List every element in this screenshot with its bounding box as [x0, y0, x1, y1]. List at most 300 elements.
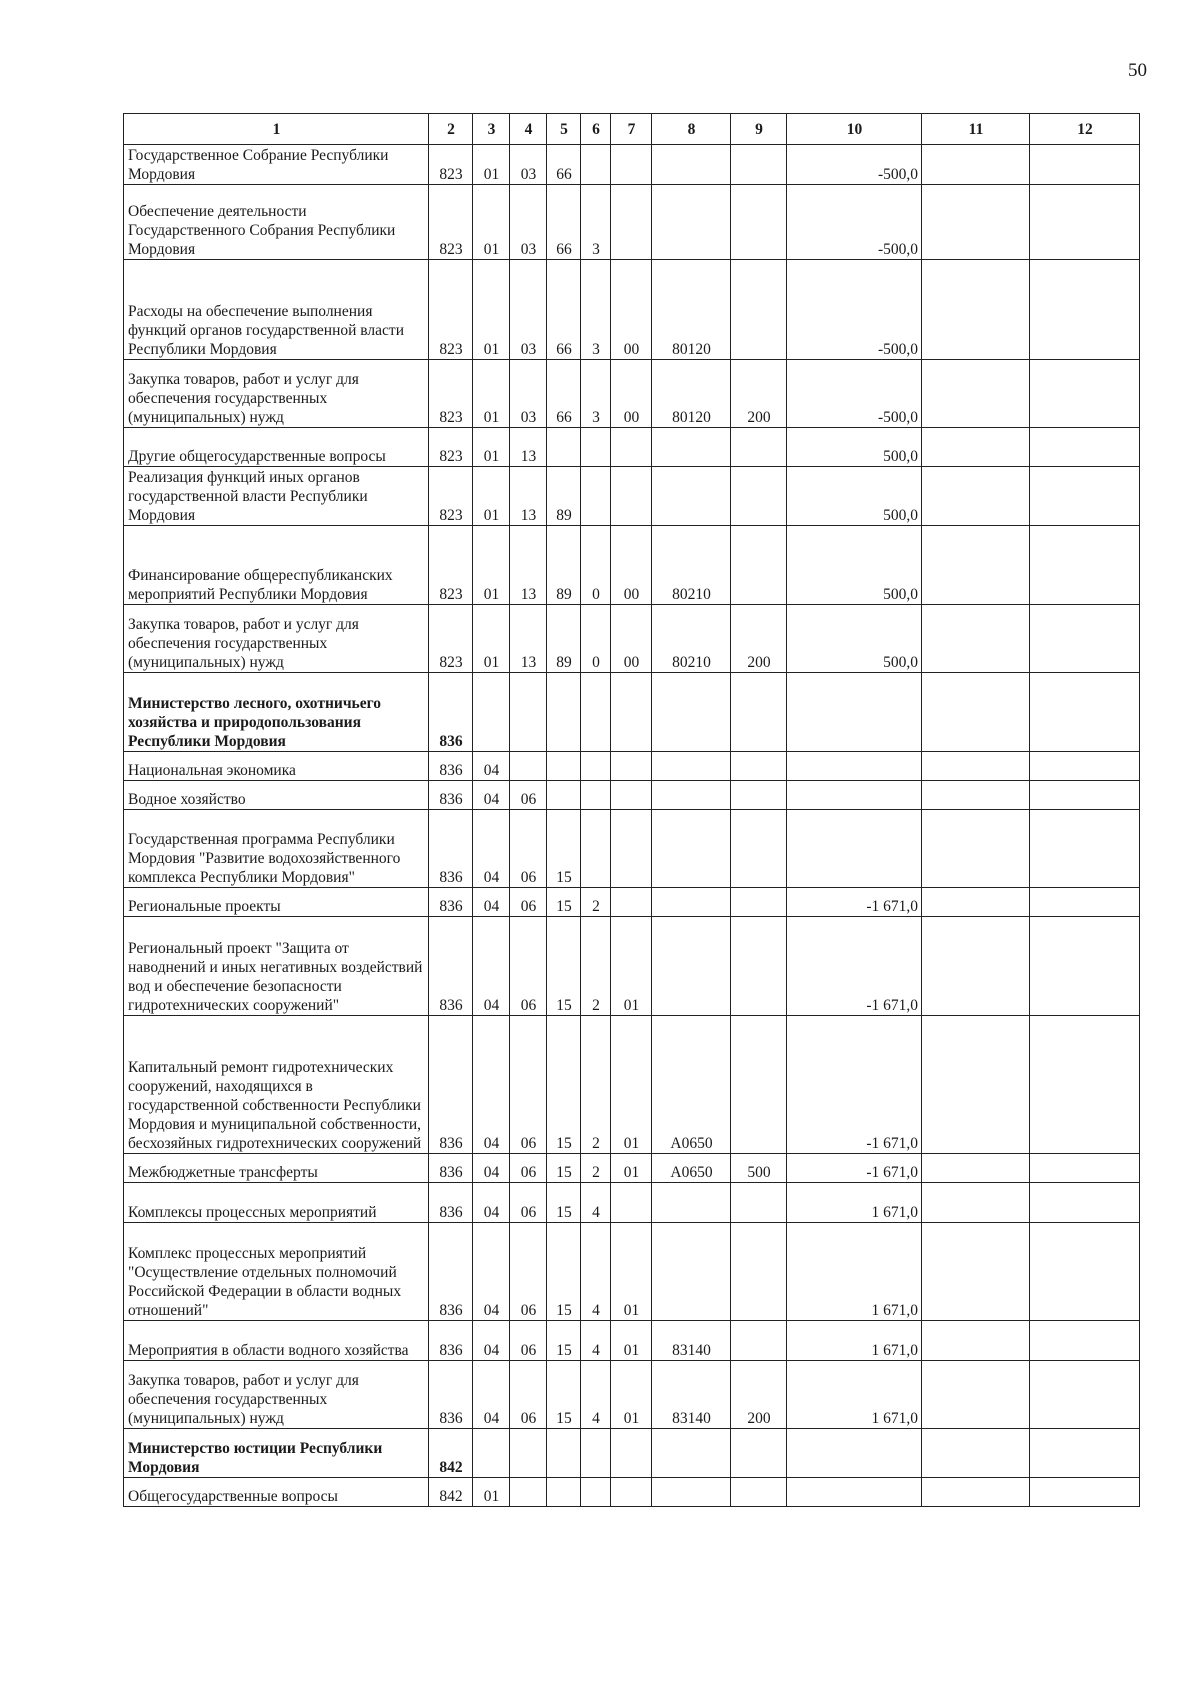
row-name-cell: Расходы на обеспечение выполнения функций органов государственной власти Республики Мордовия: [124, 260, 429, 360]
cell-col-12: [1030, 888, 1140, 917]
cell-col-6: 2: [581, 888, 611, 917]
cell-col-7: 01: [611, 1223, 652, 1321]
cell-col-10: 500,0: [787, 428, 922, 467]
cell-col-7: [611, 467, 652, 526]
cell-col-2: 836: [429, 781, 473, 810]
table-row: [124, 428, 1140, 467]
cell-col-5: 66: [547, 145, 581, 185]
cell-col-9: [731, 781, 787, 810]
cell-col-9: [731, 673, 787, 752]
row-name-cell: Реализация функций иных органов государственной власти Республики Мордовия: [124, 467, 429, 526]
cell-col-11: [922, 526, 1030, 605]
cell-col-2: 836: [429, 1321, 473, 1361]
cell-col-2: 836: [429, 1223, 473, 1321]
cell-col-6: 0: [581, 526, 611, 605]
cell-col-8: 80120: [652, 260, 731, 360]
cell-col-4: 06: [510, 1361, 547, 1429]
table-row: [124, 467, 1140, 526]
row-name-cell: Министерство юстиции Республики Мордовия: [124, 1429, 429, 1478]
cell-col-4: [510, 1429, 547, 1478]
cell-col-5: [547, 1478, 581, 1507]
page-number: 50: [1128, 60, 1147, 81]
cell-col-9: [731, 810, 787, 888]
budget-table: [123, 113, 1140, 1507]
cell-col-11: [922, 1223, 1030, 1321]
cell-col-10: 1 671,0: [787, 1183, 922, 1223]
cell-col-11: [922, 673, 1030, 752]
cell-col-11: [922, 260, 1030, 360]
cell-col-4: 06: [510, 1223, 547, 1321]
table-row: [124, 1183, 1140, 1223]
cell-col-6: [581, 673, 611, 752]
row-name-cell: Другие общегосударственные вопросы: [124, 428, 429, 467]
cell-col-7: [611, 888, 652, 917]
cell-col-4: 06: [510, 1183, 547, 1223]
cell-col-12: [1030, 1183, 1140, 1223]
row-name-cell: Региональный проект "Защита от наводнений и иных негативных воздействий вод и обеспечение безопасности гидротехнических сооружений": [124, 917, 429, 1016]
cell-col-10: -500,0: [787, 360, 922, 428]
cell-col-8: [652, 185, 731, 260]
cell-col-10: -1 671,0: [787, 888, 922, 917]
row-name-cell: Национальная экономика: [124, 752, 429, 781]
cell-col-5: [547, 428, 581, 467]
cell-col-11: [922, 1478, 1030, 1507]
cell-col-10: [787, 781, 922, 810]
cell-col-12: [1030, 526, 1140, 605]
cell-col-7: 01: [611, 1321, 652, 1361]
cell-col-12: [1030, 260, 1140, 360]
cell-col-11: [922, 781, 1030, 810]
table-row: [124, 673, 1140, 752]
cell-col-2: 836: [429, 752, 473, 781]
cell-col-8: [652, 673, 731, 752]
col-header-4: 4: [510, 114, 547, 145]
cell-col-9: 200: [731, 360, 787, 428]
header-row: [124, 114, 1140, 145]
cell-col-5: 15: [547, 1321, 581, 1361]
cell-col-3: 04: [473, 1183, 510, 1223]
cell-col-8: [652, 752, 731, 781]
cell-col-6: 2: [581, 917, 611, 1016]
cell-col-11: [922, 917, 1030, 1016]
col-header-7: 7: [611, 114, 652, 145]
cell-col-2: 823: [429, 467, 473, 526]
table-row: [124, 185, 1140, 260]
cell-col-8: 83140: [652, 1361, 731, 1429]
cell-col-7: [611, 810, 652, 888]
row-name-cell: Государственная программа Республики Мордовия "Развитие водохозяйственного комплекса Республики Мордовия": [124, 810, 429, 888]
cell-col-5: 15: [547, 1154, 581, 1183]
cell-col-7: 01: [611, 917, 652, 1016]
cell-col-12: [1030, 1223, 1140, 1321]
cell-col-4: 13: [510, 526, 547, 605]
table-row: [124, 1478, 1140, 1507]
table-row: [124, 1361, 1140, 1429]
cell-col-2: 842: [429, 1478, 473, 1507]
cell-col-12: [1030, 1016, 1140, 1154]
cell-col-5: [547, 673, 581, 752]
cell-col-9: [731, 1016, 787, 1154]
cell-col-12: [1030, 673, 1140, 752]
row-name-cell: Комплекс процессных мероприятий "Осуществление отдельных полномочий Российской Федерации в области водных отношений": [124, 1223, 429, 1321]
cell-col-5: [547, 1429, 581, 1478]
cell-col-3: 04: [473, 752, 510, 781]
cell-col-9: 200: [731, 1361, 787, 1429]
cell-col-4: 06: [510, 1321, 547, 1361]
cell-col-10: 500,0: [787, 467, 922, 526]
cell-col-11: [922, 1429, 1030, 1478]
cell-col-12: [1030, 1429, 1140, 1478]
cell-col-8: [652, 1223, 731, 1321]
cell-col-5: 66: [547, 360, 581, 428]
cell-col-3: 01: [473, 360, 510, 428]
cell-col-8: А0650: [652, 1154, 731, 1183]
cell-col-3: 01: [473, 605, 510, 673]
cell-col-5: 15: [547, 1361, 581, 1429]
table-row: [124, 260, 1140, 360]
cell-col-12: [1030, 1321, 1140, 1361]
cell-col-11: [922, 145, 1030, 185]
cell-col-7: 00: [611, 526, 652, 605]
cell-col-4: 03: [510, 260, 547, 360]
row-name-cell: Общегосударственные вопросы: [124, 1478, 429, 1507]
cell-col-9: [731, 1223, 787, 1321]
cell-col-11: [922, 888, 1030, 917]
cell-col-3: 04: [473, 1016, 510, 1154]
cell-col-5: 89: [547, 467, 581, 526]
cell-col-5: 89: [547, 605, 581, 673]
cell-col-2: 836: [429, 1154, 473, 1183]
row-name-cell: Межбюджетные трансферты: [124, 1154, 429, 1183]
cell-col-12: [1030, 605, 1140, 673]
row-name-cell: Закупка товаров, работ и услуг для обеспечения государственных (муниципальных) нужд: [124, 605, 429, 673]
cell-col-9: [731, 888, 787, 917]
cell-col-6: 2: [581, 1016, 611, 1154]
col-header-8: 8: [652, 114, 731, 145]
cell-col-9: 500: [731, 1154, 787, 1183]
cell-col-9: 200: [731, 605, 787, 673]
cell-col-2: 823: [429, 526, 473, 605]
cell-col-9: [731, 1183, 787, 1223]
cell-col-12: [1030, 781, 1140, 810]
col-header-1: 1: [124, 114, 429, 145]
cell-col-12: [1030, 1478, 1140, 1507]
cell-col-2: 836: [429, 917, 473, 1016]
cell-col-2: 836: [429, 810, 473, 888]
cell-col-6: 4: [581, 1321, 611, 1361]
cell-col-10: 500,0: [787, 605, 922, 673]
cell-col-9: [731, 1478, 787, 1507]
cell-col-3: 04: [473, 917, 510, 1016]
cell-col-2: 823: [429, 260, 473, 360]
cell-col-4: 13: [510, 467, 547, 526]
cell-col-11: [922, 752, 1030, 781]
table-row: [124, 1154, 1140, 1183]
cell-col-10: -1 671,0: [787, 917, 922, 1016]
cell-col-3: [473, 673, 510, 752]
cell-col-12: [1030, 917, 1140, 1016]
cell-col-3: 01: [473, 145, 510, 185]
cell-col-10: [787, 752, 922, 781]
cell-col-4: 06: [510, 1016, 547, 1154]
cell-col-8: 80210: [652, 526, 731, 605]
cell-col-7: 00: [611, 605, 652, 673]
table-row: [124, 781, 1140, 810]
cell-col-6: 4: [581, 1361, 611, 1429]
cell-col-11: [922, 428, 1030, 467]
cell-col-12: [1030, 810, 1140, 888]
cell-col-12: [1030, 1361, 1140, 1429]
cell-col-2: 823: [429, 145, 473, 185]
cell-col-4: 06: [510, 781, 547, 810]
cell-col-4: 03: [510, 145, 547, 185]
cell-col-9: [731, 752, 787, 781]
cell-col-3: 01: [473, 467, 510, 526]
cell-col-7: [611, 145, 652, 185]
row-name-cell: Капитальный ремонт гидротехнических сооружений, находящихся в государственной собственности Республики Мордовия и муниципальной собственности, бесхозяйных гидротехнических сооружений: [124, 1016, 429, 1154]
cell-col-4: 13: [510, 605, 547, 673]
cell-col-8: [652, 467, 731, 526]
row-name-cell: Закупка товаров, работ и услуг для обеспечения государственных (муниципальных) нужд: [124, 1361, 429, 1429]
cell-col-10: 1 671,0: [787, 1361, 922, 1429]
cell-col-2: 823: [429, 185, 473, 260]
cell-col-10: [787, 1429, 922, 1478]
cell-col-6: [581, 1429, 611, 1478]
cell-col-2: 842: [429, 1429, 473, 1478]
cell-col-6: 0: [581, 605, 611, 673]
cell-col-6: 4: [581, 1223, 611, 1321]
cell-col-5: 66: [547, 260, 581, 360]
table-row: [124, 526, 1140, 605]
table-row: [124, 605, 1140, 673]
table-row: [124, 1429, 1140, 1478]
cell-col-7: 01: [611, 1016, 652, 1154]
cell-col-11: [922, 810, 1030, 888]
cell-col-5: 15: [547, 810, 581, 888]
cell-col-3: 04: [473, 1223, 510, 1321]
cell-col-10: 1 671,0: [787, 1223, 922, 1321]
cell-col-11: [922, 360, 1030, 428]
cell-col-11: [922, 1154, 1030, 1183]
cell-col-7: [611, 1429, 652, 1478]
cell-col-8: [652, 1183, 731, 1223]
cell-col-9: [731, 526, 787, 605]
row-name-cell: Финансирование общереспубликанских мероприятий Республики Мордовия: [124, 526, 429, 605]
cell-col-7: [611, 752, 652, 781]
row-name-cell: Закупка товаров, работ и услуг для обеспечения государственных (муниципальных) нужд: [124, 360, 429, 428]
cell-col-10: [787, 673, 922, 752]
col-header-6: 6: [581, 114, 611, 145]
table-row: [124, 1016, 1140, 1154]
table-row: [124, 752, 1140, 781]
cell-col-4: 06: [510, 1154, 547, 1183]
cell-col-5: 15: [547, 888, 581, 917]
cell-col-6: 3: [581, 260, 611, 360]
cell-col-3: 04: [473, 1154, 510, 1183]
cell-col-6: [581, 145, 611, 185]
cell-col-5: 89: [547, 526, 581, 605]
cell-col-4: 03: [510, 360, 547, 428]
col-header-10: 10: [787, 114, 922, 145]
cell-col-6: [581, 1478, 611, 1507]
cell-col-3: [473, 1429, 510, 1478]
cell-col-4: 03: [510, 185, 547, 260]
cell-col-5: 15: [547, 917, 581, 1016]
col-header-11: 11: [922, 114, 1030, 145]
cell-col-5: 66: [547, 185, 581, 260]
cell-col-3: 01: [473, 1478, 510, 1507]
cell-col-3: 04: [473, 1321, 510, 1361]
cell-col-10: 500,0: [787, 526, 922, 605]
cell-col-11: [922, 1361, 1030, 1429]
cell-col-6: 2: [581, 1154, 611, 1183]
cell-col-2: 836: [429, 1361, 473, 1429]
cell-col-10: 1 671,0: [787, 1321, 922, 1361]
cell-col-8: [652, 781, 731, 810]
cell-col-10: [787, 1478, 922, 1507]
row-name-cell: Комплексы процессных мероприятий: [124, 1183, 429, 1223]
cell-col-7: 00: [611, 260, 652, 360]
cell-col-9: [731, 428, 787, 467]
cell-col-8: [652, 145, 731, 185]
cell-col-8: [652, 1429, 731, 1478]
cell-col-4: [510, 752, 547, 781]
cell-col-2: 823: [429, 605, 473, 673]
cell-col-3: 01: [473, 185, 510, 260]
cell-col-12: [1030, 145, 1140, 185]
cell-col-8: 83140: [652, 1321, 731, 1361]
col-header-2: 2: [429, 114, 473, 145]
cell-col-9: [731, 467, 787, 526]
cell-col-11: [922, 467, 1030, 526]
cell-col-5: [547, 752, 581, 781]
cell-col-9: [731, 145, 787, 185]
cell-col-7: [611, 428, 652, 467]
row-name-cell: Водное хозяйство: [124, 781, 429, 810]
cell-col-12: [1030, 1154, 1140, 1183]
cell-col-8: [652, 917, 731, 1016]
cell-col-6: [581, 781, 611, 810]
cell-col-3: 04: [473, 888, 510, 917]
cell-col-7: [611, 673, 652, 752]
cell-col-11: [922, 1321, 1030, 1361]
col-header-9: 9: [731, 114, 787, 145]
cell-col-9: [731, 917, 787, 1016]
cell-col-4: 06: [510, 810, 547, 888]
cell-col-7: 01: [611, 1361, 652, 1429]
cell-col-9: [731, 260, 787, 360]
cell-col-4: [510, 673, 547, 752]
cell-col-8: 80210: [652, 605, 731, 673]
cell-col-12: [1030, 360, 1140, 428]
cell-col-9: [731, 185, 787, 260]
row-name-cell: Мероприятия в области водного хозяйства: [124, 1321, 429, 1361]
cell-col-10: -1 671,0: [787, 1154, 922, 1183]
cell-col-2: 836: [429, 888, 473, 917]
cell-col-5: 15: [547, 1183, 581, 1223]
cell-col-8: 80120: [652, 360, 731, 428]
cell-col-9: [731, 1429, 787, 1478]
cell-col-5: [547, 781, 581, 810]
table-row: [124, 888, 1140, 917]
cell-col-5: 15: [547, 1016, 581, 1154]
col-header-5: 5: [547, 114, 581, 145]
cell-col-2: 836: [429, 1183, 473, 1223]
cell-col-4: 06: [510, 888, 547, 917]
cell-col-4: 13: [510, 428, 547, 467]
cell-col-3: 04: [473, 781, 510, 810]
cell-col-7: [611, 1183, 652, 1223]
cell-col-2: 823: [429, 360, 473, 428]
row-name-cell: Обеспечение деятельности Государственного Собрания Республики Мордовия: [124, 185, 429, 260]
cell-col-6: 3: [581, 360, 611, 428]
cell-col-10: -500,0: [787, 260, 922, 360]
cell-col-12: [1030, 185, 1140, 260]
table-row: [124, 145, 1140, 185]
cell-col-6: [581, 428, 611, 467]
cell-col-10: -1 671,0: [787, 1016, 922, 1154]
cell-col-7: [611, 1478, 652, 1507]
cell-col-11: [922, 185, 1030, 260]
cell-col-4: 06: [510, 917, 547, 1016]
cell-col-3: 01: [473, 526, 510, 605]
cell-col-4: [510, 1478, 547, 1507]
table-row: [124, 917, 1140, 1016]
cell-col-7: 01: [611, 1154, 652, 1183]
cell-col-11: [922, 605, 1030, 673]
cell-col-8: [652, 888, 731, 917]
cell-col-7: 00: [611, 360, 652, 428]
row-name-cell: Министерство лесного, охотничьего хозяйства и природопользования Республики Мордовия: [124, 673, 429, 752]
cell-col-7: [611, 781, 652, 810]
cell-col-3: 01: [473, 428, 510, 467]
cell-col-6: 3: [581, 185, 611, 260]
cell-col-10: [787, 810, 922, 888]
table-row: [124, 1223, 1140, 1321]
row-name-cell: Региональные проекты: [124, 888, 429, 917]
cell-col-12: [1030, 752, 1140, 781]
cell-col-8: [652, 428, 731, 467]
cell-col-3: 04: [473, 1361, 510, 1429]
cell-col-7: [611, 185, 652, 260]
table-body: [124, 145, 1140, 1507]
cell-col-6: [581, 752, 611, 781]
col-header-12: 12: [1030, 114, 1140, 145]
cell-col-8: [652, 1478, 731, 1507]
cell-col-2: 823: [429, 428, 473, 467]
cell-col-6: 4: [581, 1183, 611, 1223]
cell-col-10: -500,0: [787, 185, 922, 260]
cell-col-12: [1030, 467, 1140, 526]
table-row: [124, 1321, 1140, 1361]
cell-col-6: [581, 467, 611, 526]
cell-col-8: А0650: [652, 1016, 731, 1154]
table-row: [124, 360, 1140, 428]
cell-col-6: [581, 810, 611, 888]
cell-col-3: 01: [473, 260, 510, 360]
cell-col-2: 836: [429, 673, 473, 752]
cell-col-2: 836: [429, 1016, 473, 1154]
row-name-cell: Государственное Собрание Республики Мордовия: [124, 145, 429, 185]
cell-col-8: [652, 810, 731, 888]
cell-col-11: [922, 1016, 1030, 1154]
cell-col-10: -500,0: [787, 145, 922, 185]
cell-col-5: 15: [547, 1223, 581, 1321]
col-header-3: 3: [473, 114, 510, 145]
cell-col-12: [1030, 428, 1140, 467]
cell-col-11: [922, 1183, 1030, 1223]
cell-col-3: 04: [473, 810, 510, 888]
